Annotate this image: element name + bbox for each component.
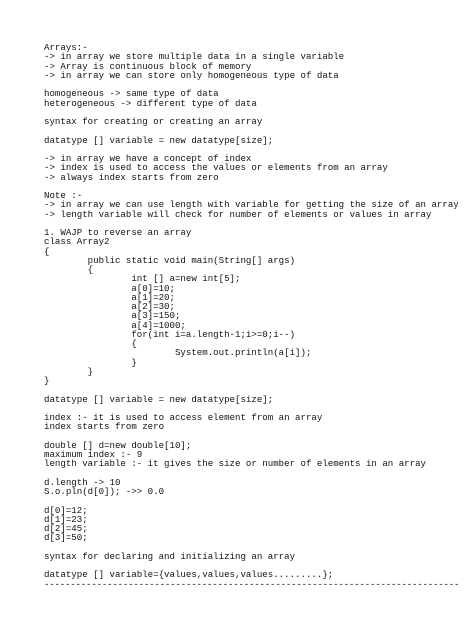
text-line: -> in array we can use length with variable for getting the size of an array (44, 199, 459, 211)
text-line (44, 182, 464, 191)
text-line: System.out.println(a[i]); (44, 347, 312, 359)
text-line: Note :- (44, 190, 83, 201)
text-line: class Array2 (44, 236, 110, 248)
text-line: datatype [] variable = new datatype[size]; (44, 393, 274, 405)
text-line: syntax for declaring and initializing an array (44, 550, 296, 562)
text-line: a[1]=20; (44, 291, 175, 303)
text-line (44, 496, 464, 505)
text-line: public static void main(String[] args) (44, 254, 296, 266)
text-line: } (44, 375, 50, 386)
text-line: -> index is used to access the values or elements from an array (44, 162, 388, 174)
text-line: length variable :- it gives the size or number of elements in an array (44, 458, 426, 470)
text-line: -> in array we store multiple data in a single variable (44, 51, 345, 63)
text-line: ------------------------------------------------------------------------------- (44, 578, 460, 590)
text-line: d[3]=50; (44, 532, 88, 544)
text-line: int [] a=new int[5]; (44, 273, 241, 285)
text-line: -> always index starts from zero (44, 171, 219, 183)
text-line: } (44, 356, 137, 368)
text-line: index :- it is used to access element from an array (44, 412, 323, 423)
text-line: d[1]=23; (44, 513, 88, 525)
text-line: S.o.pln(d[0]); ->> 0.0 (44, 486, 165, 497)
text-line: datatype [] variable={values,values,values.........}; (44, 569, 334, 581)
text-line: a[0]=10; (44, 282, 175, 294)
text-line: -> Array is continuous block of memory (44, 60, 252, 72)
text-line: homogeneous -> same type of data (44, 88, 219, 100)
text-line: d[2]=45; (44, 523, 88, 534)
text-line: maximum index :- 9 (44, 449, 143, 460)
text-line: syntax for creating or creating an array (44, 116, 263, 127)
text-line: 1. WAJP to reverse an array (44, 227, 192, 238)
text-line: { (44, 264, 94, 275)
text-line: heterogeneous -> different type of data (44, 97, 257, 109)
text-line: -> length variable will check for number of elements or values in array (44, 208, 432, 220)
text-line: a[3]=150; (44, 310, 181, 322)
text-line: for(int i=a.length-1;i>=0;i--) (44, 328, 296, 340)
document-body (44, 43, 464, 589)
text-line: -> in array we have a concept of index (44, 153, 252, 164)
text-line: } (44, 365, 94, 377)
text-line: { (44, 338, 137, 349)
text-line: index starts from zero (44, 421, 165, 433)
text-line: a[4]=1000; (44, 319, 186, 331)
text-line: -> in array we can store only homogeneous type of data (44, 69, 339, 81)
text-line: a[2]=30; (44, 301, 175, 312)
text-line: double [] d=new double[10]; (44, 439, 192, 451)
text-line: d[0]=12; (44, 504, 88, 516)
text-line: Arrays:- (44, 42, 88, 53)
text-line: datatype [] variable = new datatype[size]; (44, 134, 274, 146)
text-line: { (44, 245, 50, 257)
text-line: d.length -> 10 (44, 476, 121, 488)
